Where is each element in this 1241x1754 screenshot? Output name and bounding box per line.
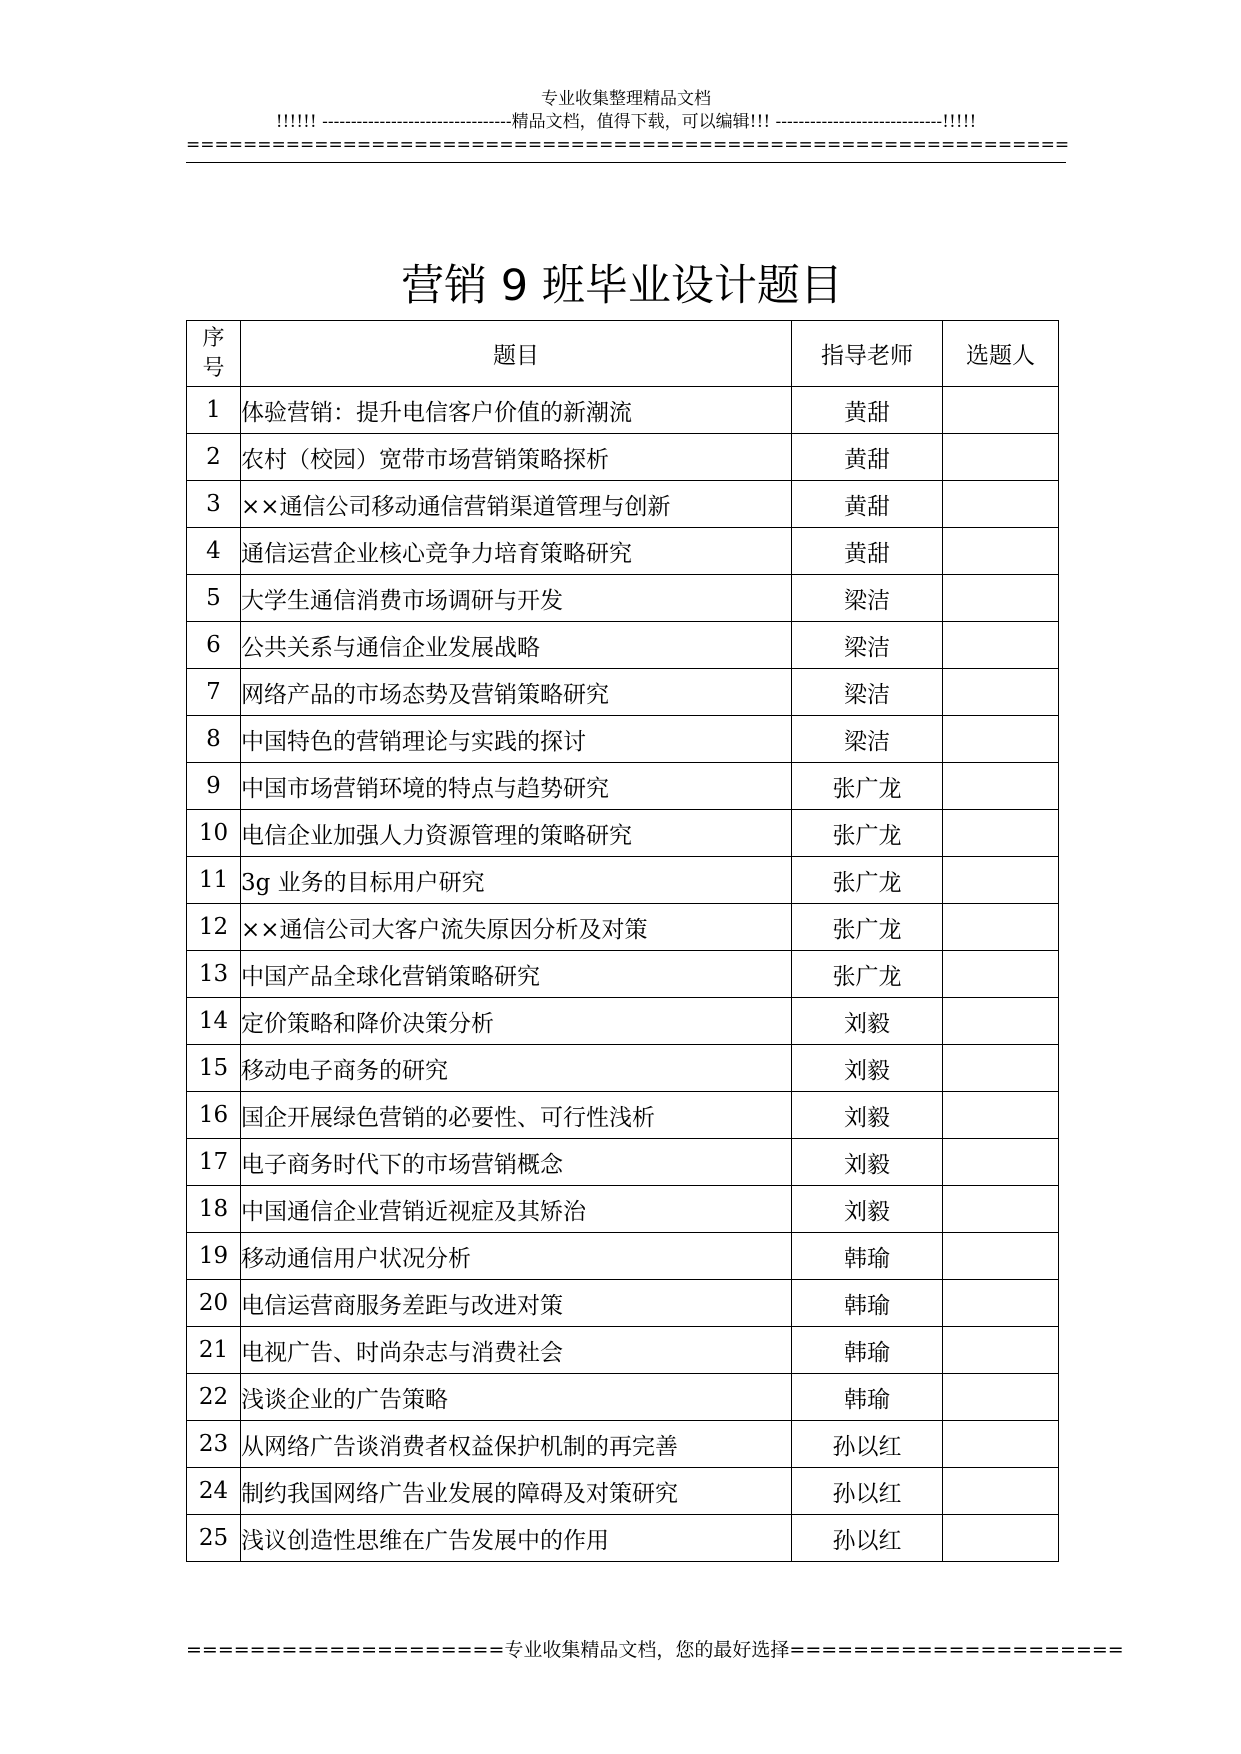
row-advisor: 梁洁 [792, 575, 943, 622]
row-topic: 大学生通信消费市场调研与开发 [241, 575, 792, 622]
row-topic: 移动通信用户状况分析 [241, 1233, 792, 1280]
row-student [943, 857, 1059, 904]
row-student [943, 387, 1059, 434]
table-row [187, 857, 1059, 904]
row-student [943, 1186, 1059, 1233]
table-row [187, 1468, 1059, 1515]
row-number: 20 [187, 1280, 241, 1327]
row-number: 12 [187, 904, 241, 951]
row-topic: 浅议创造性思维在广告发展中的作用 [241, 1515, 792, 1562]
table-row [187, 575, 1059, 622]
row-topic: 中国特色的营销理论与实践的探讨 [241, 716, 792, 763]
row-topic: 公共关系与通信企业发展战略 [241, 622, 792, 669]
document-title: 营销 9 班毕业设计题目 [401, 261, 843, 311]
table-row [187, 1421, 1059, 1468]
row-student [943, 763, 1059, 810]
row-advisor: 黄甜 [792, 528, 943, 575]
row-topic: 中国产品全球化营销策略研究 [241, 951, 792, 998]
row-topic: 国企开展绿色营销的必要性、可行性浅析 [241, 1092, 792, 1139]
row-student [943, 810, 1059, 857]
row-topic: 定价策略和降价决策分析 [241, 998, 792, 1045]
table-row [187, 528, 1059, 575]
row-number: 1 [187, 387, 241, 434]
row-number: 5 [187, 575, 241, 622]
row-advisor: 张广龙 [792, 857, 943, 904]
row-advisor: 孙以红 [792, 1515, 943, 1562]
row-number: 4 [187, 528, 241, 575]
row-advisor: 孙以红 [792, 1421, 943, 1468]
row-advisor: 张广龙 [792, 763, 943, 810]
table-row [187, 716, 1059, 763]
table-row [187, 904, 1059, 951]
row-advisor: 黄甜 [792, 481, 943, 528]
row-advisor: 韩瑜 [792, 1327, 943, 1374]
row-topic: 电信运营商服务差距与改进对策 [241, 1280, 792, 1327]
row-topic: 中国通信企业营销近视症及其矫治 [241, 1186, 792, 1233]
row-number: 18 [187, 1186, 241, 1233]
table-row [187, 810, 1059, 857]
table-row [187, 763, 1059, 810]
table-row [187, 481, 1059, 528]
row-number: 7 [187, 669, 241, 716]
row-number: 11 [187, 857, 241, 904]
table-row [187, 1045, 1059, 1092]
row-number: 25 [187, 1515, 241, 1562]
row-number: 9 [187, 763, 241, 810]
row-student [943, 1468, 1059, 1515]
row-number: 21 [187, 1327, 241, 1374]
row-topic: ××通信公司移动通信营销渠道管理与创新 [241, 481, 792, 528]
table-row [187, 951, 1059, 998]
row-topic: 农村（校园）宽带市场营销策略探析 [241, 434, 792, 481]
row-topic: 从网络广告谈消费者权益保护机制的再完善 [241, 1421, 792, 1468]
row-student [943, 1515, 1059, 1562]
row-student [943, 904, 1059, 951]
table-row [187, 622, 1059, 669]
table-row [187, 998, 1059, 1045]
row-advisor: 张广龙 [792, 951, 943, 998]
row-advisor: 梁洁 [792, 622, 943, 669]
row-student [943, 1092, 1059, 1139]
column-header-number [187, 321, 241, 387]
page-header [186, 88, 1070, 157]
row-number: 3 [187, 481, 241, 528]
row-advisor: 张广龙 [792, 904, 943, 951]
row-topic: 3g 业务的目标用户研究 [241, 857, 792, 904]
row-topic: 体验营销：提升电信客户价值的新潮流 [241, 387, 792, 434]
row-student [943, 1280, 1059, 1327]
table-row [187, 1327, 1059, 1374]
row-student [943, 1233, 1059, 1280]
table-header-row [187, 321, 1059, 387]
row-topic: 电信企业加强人力资源管理的策略研究 [241, 810, 792, 857]
row-number: 24 [187, 1468, 241, 1515]
table-row [187, 1092, 1059, 1139]
column-header-number-label: 序 号 [202, 325, 225, 381]
row-student [943, 951, 1059, 998]
row-topic: ××通信公司大客户流失原因分析及对策 [241, 904, 792, 951]
row-advisor: 刘毅 [792, 1186, 943, 1233]
column-header-topic: 题目 [241, 321, 792, 387]
row-advisor: 梁洁 [792, 669, 943, 716]
table-row [187, 1139, 1059, 1186]
row-student [943, 575, 1059, 622]
row-advisor: 韩瑜 [792, 1280, 943, 1327]
header-line-2: !!!!!! ---------------------------------精品文档，值得下载，可以编辑!!! -----------------------------!!!!! [275, 112, 977, 132]
table-row [187, 1374, 1059, 1421]
row-number: 19 [187, 1233, 241, 1280]
row-student [943, 998, 1059, 1045]
table-row [187, 669, 1059, 716]
row-number: 15 [187, 1045, 241, 1092]
row-student [943, 622, 1059, 669]
row-number: 17 [187, 1139, 241, 1186]
row-student [943, 528, 1059, 575]
row-student [943, 481, 1059, 528]
row-student [943, 1045, 1059, 1092]
row-topic: 电子商务时代下的市场营销概念 [241, 1139, 792, 1186]
row-student [943, 716, 1059, 763]
row-advisor: 刘毅 [792, 998, 943, 1045]
table-row [187, 434, 1059, 481]
topics-table [186, 320, 1059, 1562]
row-topic: 通信运营企业核心竞争力培育策略研究 [241, 528, 792, 575]
column-header-student: 选题人 [943, 321, 1059, 387]
row-advisor: 梁洁 [792, 716, 943, 763]
row-advisor: 刘毅 [792, 1139, 943, 1186]
row-student [943, 1421, 1059, 1468]
row-advisor: 孙以红 [792, 1468, 943, 1515]
row-topic: 制约我国网络广告业发展的障碍及对策研究 [241, 1468, 792, 1515]
page-footer: ====================专业收集精品文档，您的最好选择===================== [186, 1639, 1124, 1661]
row-student [943, 1327, 1059, 1374]
row-number: 23 [187, 1421, 241, 1468]
table-row [187, 1515, 1059, 1562]
row-advisor: 黄甜 [792, 387, 943, 434]
row-number: 8 [187, 716, 241, 763]
row-number: 16 [187, 1092, 241, 1139]
row-advisor: 张广龙 [792, 810, 943, 857]
table-row [187, 1280, 1059, 1327]
header-divider [186, 162, 1066, 163]
row-topic: 浅谈企业的广告策略 [241, 1374, 792, 1421]
row-student [943, 669, 1059, 716]
table-row [187, 1186, 1059, 1233]
table-row [187, 387, 1059, 434]
row-topic: 电视广告、时尚杂志与消费社会 [241, 1327, 792, 1374]
row-student [943, 1139, 1059, 1186]
column-header-advisor: 指导老师 [792, 321, 943, 387]
row-advisor: 黄甜 [792, 434, 943, 481]
row-number: 10 [187, 810, 241, 857]
row-advisor: 韩瑜 [792, 1233, 943, 1280]
row-number: 13 [187, 951, 241, 998]
row-topic: 网络产品的市场态势及营销策略研究 [241, 669, 792, 716]
header-line-1: 专业收集整理精品文档 [541, 89, 711, 109]
row-number: 22 [187, 1374, 241, 1421]
row-number: 6 [187, 622, 241, 669]
row-advisor: 刘毅 [792, 1092, 943, 1139]
row-topic: 移动电子商务的研究 [241, 1045, 792, 1092]
row-number: 2 [187, 434, 241, 481]
header-line-3: ============================================================== [186, 135, 1070, 155]
row-student [943, 1374, 1059, 1421]
table-row [187, 1233, 1059, 1280]
row-advisor: 刘毅 [792, 1045, 943, 1092]
row-student [943, 434, 1059, 481]
row-advisor: 韩瑜 [792, 1374, 943, 1421]
row-number: 14 [187, 998, 241, 1045]
row-topic: 中国市场营销环境的特点与趋势研究 [241, 763, 792, 810]
